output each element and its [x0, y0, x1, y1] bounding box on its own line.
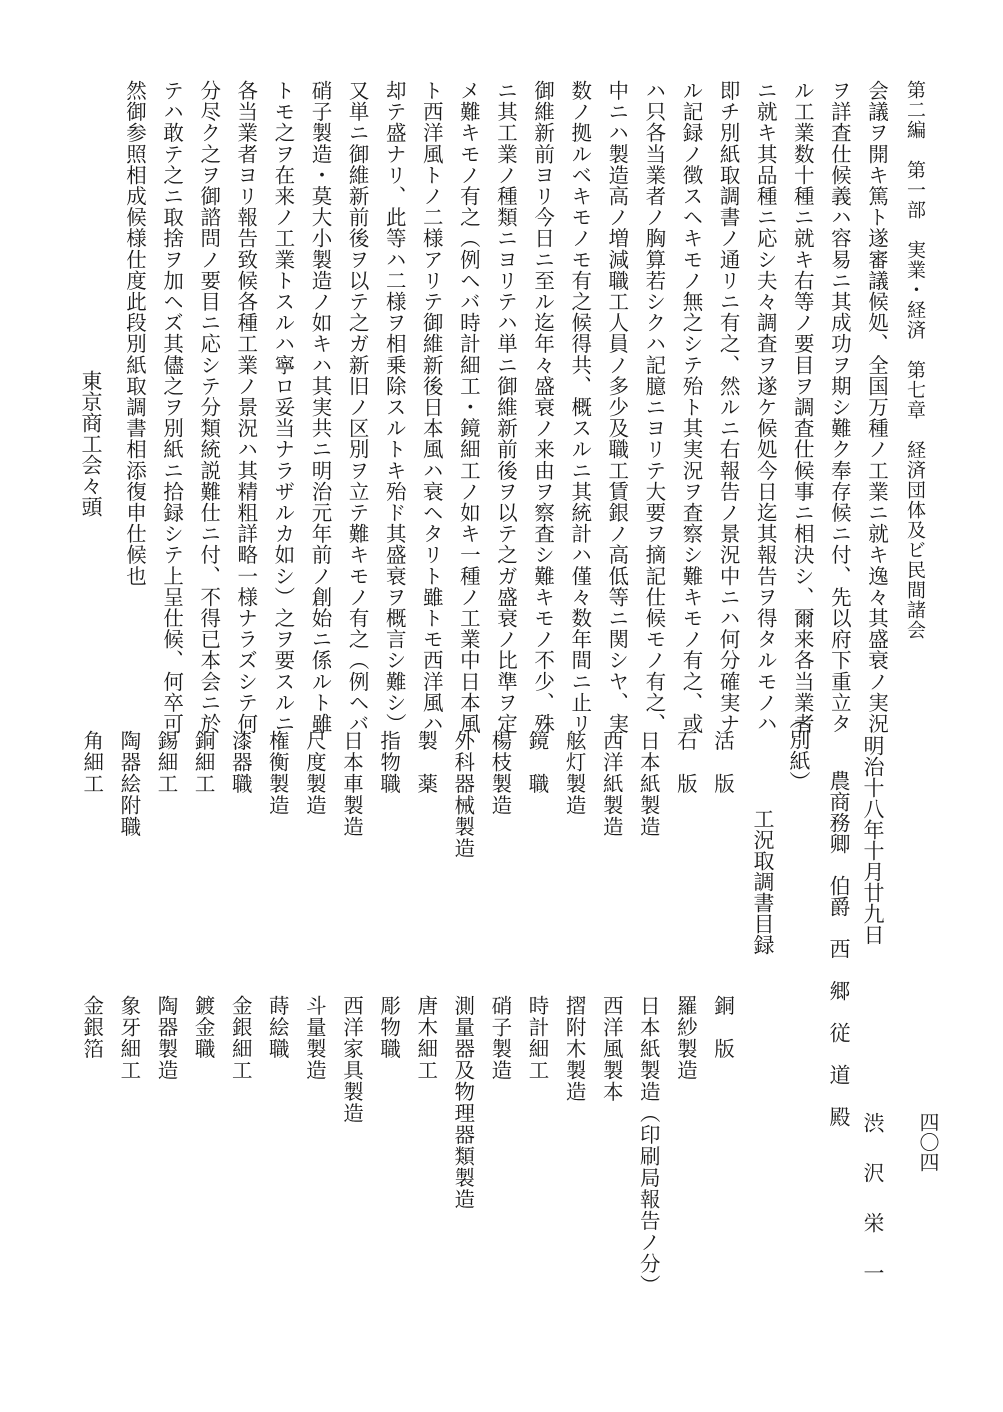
list-item: 蒔絵職: [265, 995, 290, 1060]
body-line: ニ就キ其品種ニ応シ夫々調査ヲ遂ケ候処今日迄其報告ヲ得タルモノハ: [753, 80, 778, 735]
date-line: 明治十八年十月廿九日: [861, 735, 885, 945]
list-item: 陶器絵附職: [116, 730, 141, 838]
list-item: 陶器製造: [154, 995, 178, 1081]
body-line: 分尽ク之ヲ御諮問ノ要目ニ応シテ分類統説難仕ニ付、不得已本会ニ於: [196, 80, 221, 735]
body-line: 然御参照相成候様仕度此段別紙取調書相添復申仕候也: [122, 80, 147, 587]
list-item: 鏡 職: [525, 730, 549, 795]
list-item: 活 版: [710, 730, 735, 795]
body-line: トモ之ヲ在来ノ工業トスルハ寧ロ妥当ナラザルカ如シ）之ヲ要スルニ: [270, 80, 295, 735]
list-item: 権衡製造: [265, 730, 290, 816]
list-item: 金銀細工: [228, 995, 253, 1081]
list-item: 象牙細工: [116, 995, 141, 1081]
list-item: 斗量製造: [302, 995, 327, 1081]
body-line: メ難キモノ有之（例ヘバ時計細工・鏡細工ノ如キ一種ノ工業中日本風: [456, 80, 481, 735]
list-item: 金銀箔: [79, 995, 104, 1060]
signatory-organization: 東京商工会々頭: [79, 370, 103, 517]
body-line: 即チ別紙取調書ノ通リニ有之、然ルニ右報告ノ景況中ニハ何分確実ナ: [716, 80, 741, 735]
body-line: 各当業者ヨリ報告致候各種工業ノ景況ハ其精粗詳略一様ナラズシテ何: [233, 80, 258, 735]
list-item: 銅細工: [191, 730, 216, 795]
list-item: 摺附木製造: [562, 995, 587, 1103]
body-line: ニ其工業ノ種類ニヨリテハ単ニ御維新前後ヲ以テ之ガ盛衰ノ比準ヲ定: [493, 80, 518, 735]
page-number: 四〇四: [916, 1112, 940, 1172]
list-item: 日本車製造: [339, 730, 364, 838]
body-line: 又単ニ御維新前後ヲ以テ之ガ新旧ノ区別ヲ立テ難キモノ有之（例ヘバ: [345, 80, 370, 735]
list-item: 製 薬: [413, 730, 438, 795]
signatory-name: 渋 沢 栄 一: [861, 1112, 885, 1287]
running-header: 第二編 第一部 実業・経済 第七章 経済団体及ビ民間諸会: [904, 80, 926, 640]
list-item: 銅 版: [710, 995, 735, 1060]
list-item: 羅紗製造: [673, 995, 698, 1081]
list-item: 測量器及物理器類製造: [450, 995, 475, 1210]
list-item: 硝子製造: [487, 995, 512, 1081]
list-item: 西洋家具製造: [339, 995, 364, 1124]
body-line: ル工業数十種ニ就キ右等ノ要目ヲ調査仕候事ニ相決シ、爾来各当業者: [790, 80, 815, 735]
body-line: ル記録ノ徴スヘキモノ無之シテ殆ト其実況ヲ査察シ難キモノ有之、或: [679, 80, 703, 735]
list-item: 彫物職: [376, 995, 401, 1060]
list-item: 石 版: [673, 730, 698, 795]
list-item: 楊枝製造: [487, 730, 512, 816]
list-item: 日本紙製造: [636, 730, 661, 838]
list-title: 工況取調書目録: [751, 808, 775, 955]
attachment-label: （別紙）: [787, 708, 811, 792]
list-item: 尺度製造: [302, 730, 327, 816]
addressee: 農商務卿 伯爵 西 郷 従 道 殿: [827, 770, 851, 1127]
body-line: 中ニハ製造高ノ増減職工人員ノ多少及職工賃銀ノ高低等ニ関シヤ、実: [604, 80, 629, 735]
body-line: ハ只各当業者ノ胸算若シクハ記臆ニヨリテ大要ヲ摘記仕候モノ有之、: [641, 80, 666, 735]
body-line: テハ敢テ之ニ取捨ヲ加ヘズ其儘之ヲ別紙ニ拾録シテ上呈仕候、何卒可: [159, 80, 184, 735]
body-line: 数ノ拠ルベキモノモ有之候得共、概スルニ其統計ハ僅々数年間ニ止リ: [567, 80, 592, 735]
body-line: 硝子製造・莫大小製造ノ如キハ其実共ニ明治元年前ノ創始ニ係ルト雖: [308, 80, 332, 735]
body-line: 却テ盛ナリ、此等ハ二様ヲ相乗除スルトキ殆ド其盛衰ヲ概言シ難シ）: [382, 80, 407, 735]
body-line: 御維新前ヨリ今日ニ至ル迄年々盛衰ノ来由ヲ察査シ難キモノ不少、殊: [530, 80, 555, 735]
list-item: 時計細工: [525, 995, 549, 1081]
body-line: 会議ヲ開キ篤ト遂審議候処、全国万種ノ工業ニ就キ逸々其盛衰ノ実況: [864, 80, 889, 735]
list-item: 指物職: [376, 730, 401, 795]
list-item: 漆器職: [228, 730, 253, 795]
list-item: 錫細工: [154, 730, 178, 795]
list-item: 日本紙製造（印刷局報告ノ分）: [636, 995, 661, 1296]
body-line: ヲ詳査仕候義ハ容易ニ其成功ヲ期シ難ク奉存候ニ付、先以府下重立タ: [827, 80, 852, 735]
list-item: 鍍金職: [191, 995, 216, 1060]
list-item: 舷灯製造: [562, 730, 587, 816]
list-item: 西洋風製本: [599, 995, 624, 1103]
list-item: 外科器械製造: [450, 730, 475, 859]
body-line: ト西洋風トノ二様アリテ御維新後日本風ハ衰ヘタリト雖トモ西洋風ハ: [419, 80, 444, 735]
list-item: 西洋紙製造: [599, 730, 624, 838]
list-item: 角細工: [79, 730, 104, 795]
list-item: 唐木細工: [413, 995, 438, 1081]
